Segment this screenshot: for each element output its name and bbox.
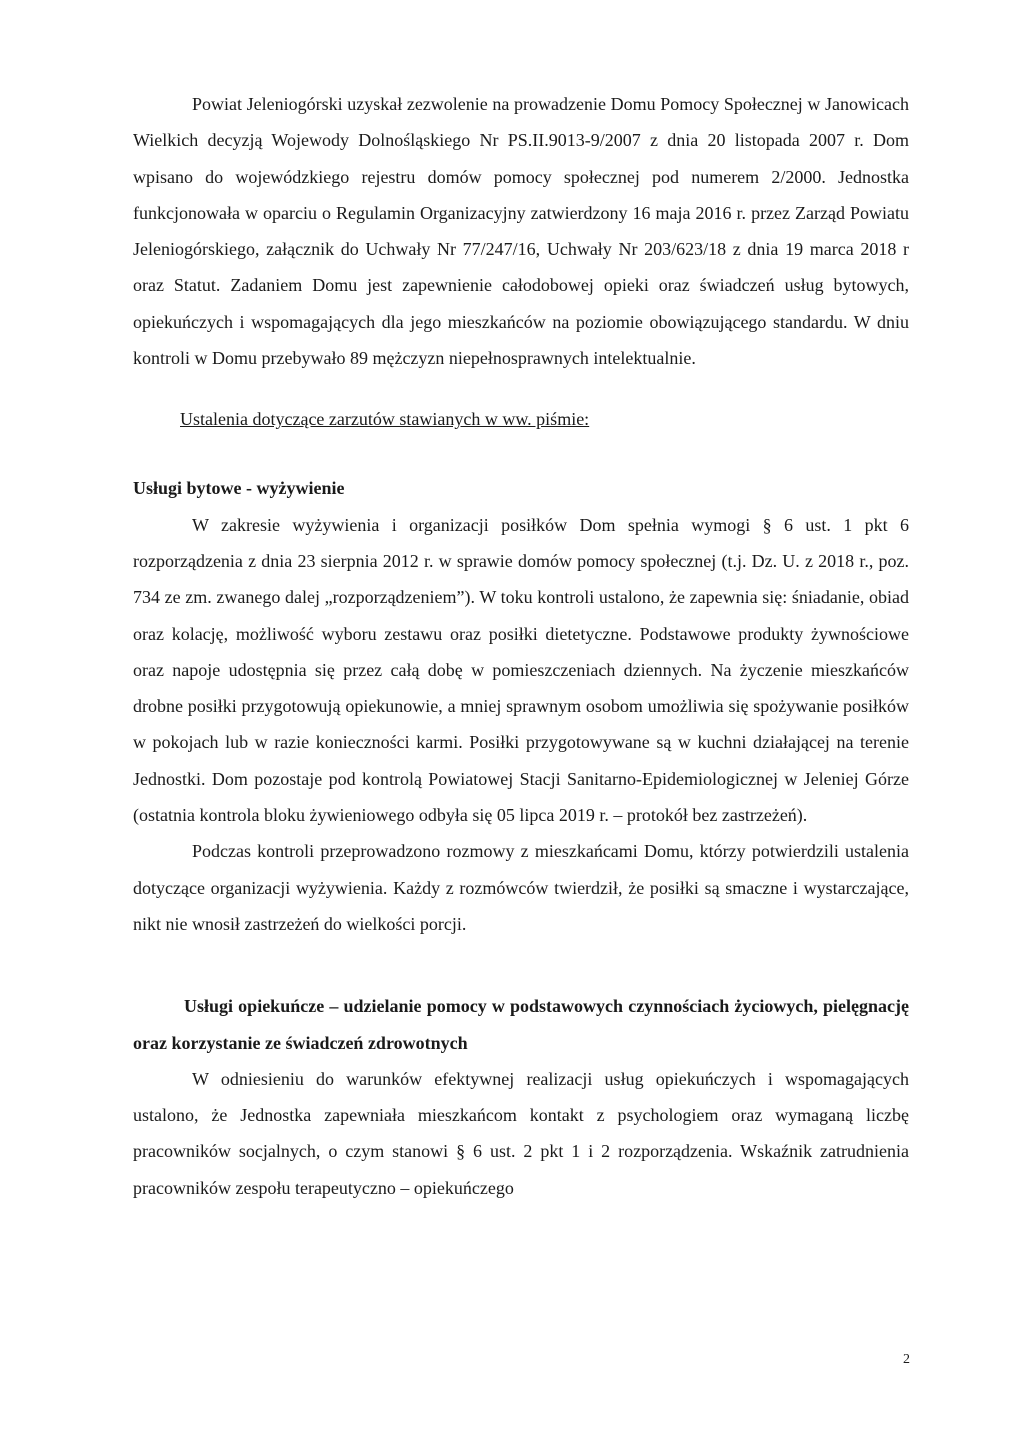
page-number: 2 <box>903 1352 910 1367</box>
intro-paragraph: Powiat Jeleniogórski uzyskał zezwolenie na prowadzenie Domu Pomocy Społecznej w Janowicach Wielkich decyzją Wojewody Dolnośląskiego Nr PS.II.9013-9/2007 z dnia 20 listopada 2007 r. Dom wpisano do wojewódzkiego rejestru domów pomocy społecznej pod numerem 2/2000. Jednostka funkcjonowała w oparciu o Regulamin Organizacyjny zatwierdzony 16 maja 2016 r. przez Zarząd Powiatu Jeleniogórskiego, załącznik do Uchwały Nr 77/247/16, Uchwały Nr 203/623/18 z dnia 19 marca 2018 r oraz Statut. Zadaniem Domu jest zapewnienie całodobowej opieki oraz świadczeń usług bytowych, opiekuńczych i wspomagających dla jego mieszkańców na poziomie obowiązującego standardu. W dniu kontroli w Domu przebywało 89 mężczyzn niepełnosprawnych intelektualnie. <box>133 94 909 369</box>
section-heading-living-services: Usługi bytowe - wyżywienie <box>133 478 345 499</box>
section-heading-care-services: Usługi opiekuńcze – udzielanie pomocy w podstawowych czynnościach życiowych, pielęgnację oraz korzystanie ze świadczeń zdrowotnych <box>133 996 909 1053</box>
section1-paragraph-1: W zakresie wyżywienia i organizacji posiłków Dom spełnia wymogi § 6 ust. 1 pkt 6 rozporządzenia z dnia 23 sierpnia 2012 r. w sprawie domów pomocy społecznej (t.j. Dz. U. z 2018 r., poz. 734 ze zm. zwanego dalej „rozporządzeniem”). W toku kontroli ustalono, że zapewnia się: śniadanie, obiad oraz kolację, możliwość wyboru zestawu oraz posiłki dietetyczne. Podstawowe produkty żywnościowe oraz napoje udostępnia się przez całą dobę w pomieszczeniach dziennych. Na życzenie mieszkańców drobne posiłki przygotowują opiekunowie, a mniej sprawnym osobom umożliwia się spożywanie posiłków w pokojach lub w razie konieczności karmi. Posiłki przygotowywane są w kuchni działającej na terenie Jednostki. Dom pozostaje pod kontrolą Powiatowej Stacji Sanitarno-Epidemiologicznej w Jeleniej Górze (ostatnia kontrola bloku żywieniowego odbyła się 05 lipca 2019 r. – protokół bez zastrzeżeń). <box>133 514 909 826</box>
document-page <box>133 86 909 1206</box>
section1-paragraph-2: Podczas kontroli przeprowadzono rozmowy z mieszkańcami Domu, którzy potwierdzili ustalenia dotyczące organizacji wyżywienia. Każdy z rozmówców twierdził, że posiłki są smaczne i wystarczające, nikt nie wnosił zastrzeżeń do wielkości porcji. <box>133 841 909 934</box>
section2-paragraph-1: W odniesieniu do warunków efektywnej realizacji usług opiekuńczych i wspomagających ustalono, że Jednostka zapewniała mieszkańcom kontakt z psychologiem oraz wymaganą liczbę pracowników socjalnych, o czym stanowi § 6 ust. 2 pkt 1 i 2 rozporządzenia. Wskaźnik zatrudnienia pracowników zespołu terapeutyczno – opiekuńczego <box>133 1068 909 1198</box>
findings-link[interactable]: Ustalenia dotyczące zarzutów stawianych w ww. piśmie: <box>180 409 590 430</box>
